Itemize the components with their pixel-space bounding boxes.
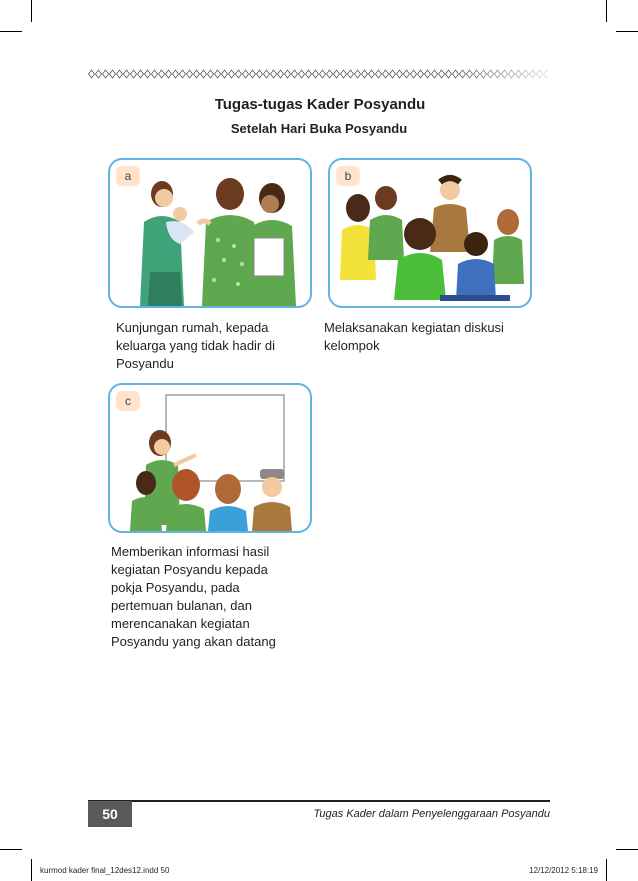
caption-line: Posyandu [116, 356, 174, 371]
panel-label-c: c [116, 391, 140, 411]
caption-line: pertemuan bulanan, dan [111, 598, 252, 613]
crop-mark [0, 31, 22, 32]
decorative-border [88, 68, 548, 80]
caption-line: Melaksanakan kegiatan diskusi [324, 320, 504, 335]
meeting-presentation-illustration [110, 385, 310, 531]
page-subtitle: Setelah Hari Buka Posyandu [230, 121, 408, 136]
caption-line: keluarga yang tidak hadir di [116, 338, 275, 353]
caption-c [111, 543, 321, 651]
caption-line: kegiatan Posyandu kepada [111, 562, 268, 577]
crop-mark [616, 849, 638, 850]
footer-rule [88, 800, 550, 802]
home-visit-illustration [110, 160, 310, 306]
crop-mark [606, 859, 607, 881]
running-footer-title: Tugas Kader dalam Penyelenggaraan Posyandu [313, 808, 550, 820]
page-title: Tugas-tugas Kader Posyandu [214, 96, 426, 113]
slug-timestamp: 12/12/2012 5:18:19 [529, 866, 598, 875]
crop-mark [31, 0, 32, 22]
caption-line: pokja Posyandu, pada [111, 580, 240, 595]
caption-b [324, 319, 544, 355]
group-discussion-illustration [330, 160, 530, 306]
crop-mark [0, 849, 22, 850]
slug-filename: kurmod kader final_12des12.indd 50 [40, 866, 170, 875]
panel-label-a: a [116, 166, 140, 186]
caption-line: merencanakan kegiatan [111, 616, 250, 631]
caption-line: Kunjungan rumah, kepada [116, 320, 269, 335]
caption-line: Memberikan informasi hasil [111, 544, 270, 559]
crop-mark [606, 0, 607, 22]
crop-mark [31, 859, 32, 881]
page-number: 50 [88, 801, 132, 827]
caption-line: kelompok [324, 338, 380, 353]
crop-mark [616, 31, 638, 32]
caption-a [116, 319, 316, 373]
panel-label-b: b [336, 166, 360, 186]
caption-line: Posyandu yang akan datang [111, 634, 276, 649]
